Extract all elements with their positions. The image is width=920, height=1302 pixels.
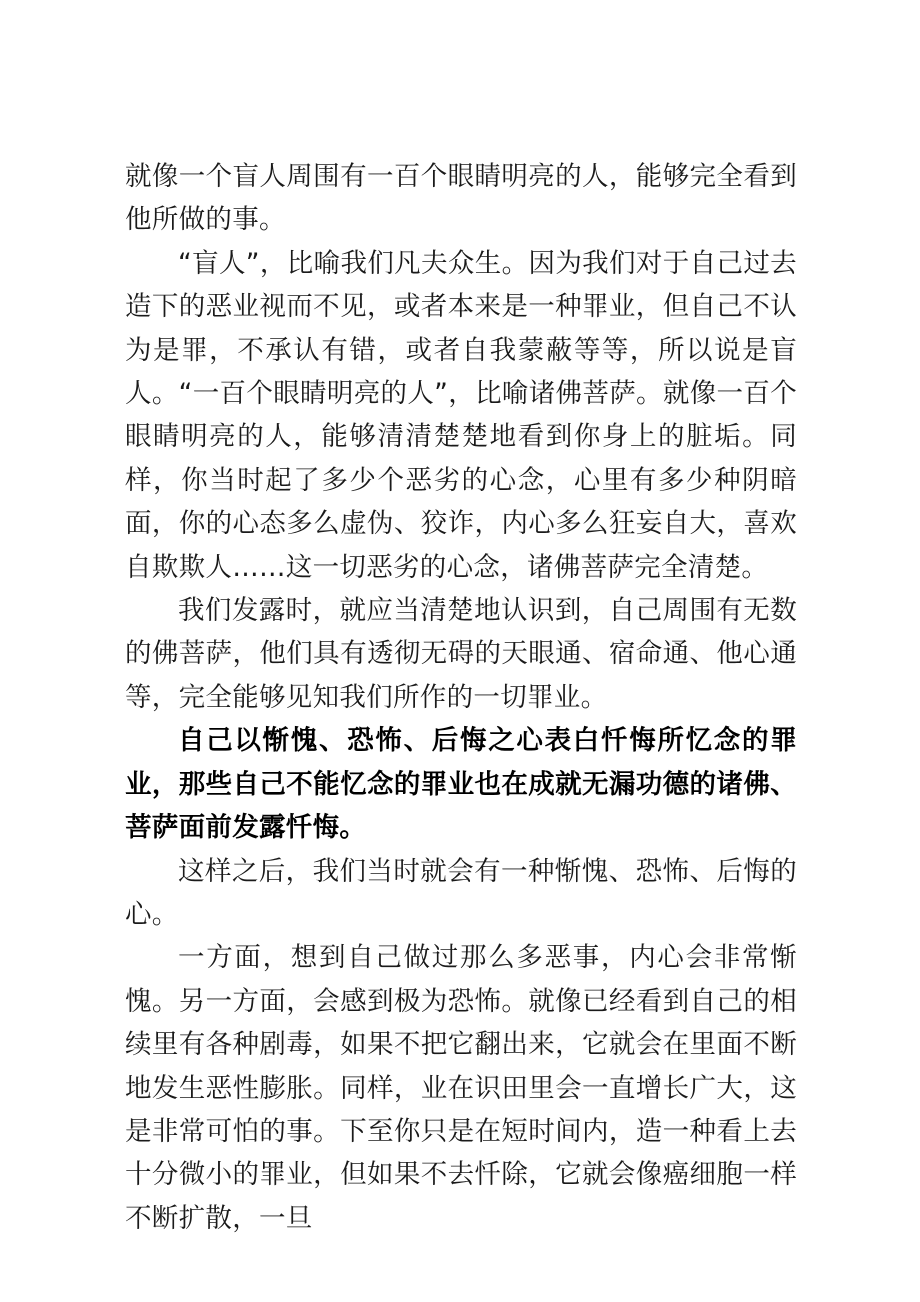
paragraph-after-confession: 这样之后，我们当时就会有一种惭愧、恐怖、后悔的心。	[125, 855, 797, 930]
paragraph-root-text-bold: 自己以惭愧、恐怖、后悔之心表白忏悔所忆念的罪业，那些自己不能忆念的罪业也在成就无漏功德的诸佛、菩萨面前发露忏悔。	[125, 725, 797, 844]
document-page	[125, 155, 797, 1240]
paragraph-remorse-fear: 一方面，想到自己做过那么多恶事，内心会非常惭愧。另一方面，会感到极为恐怖。就像已经看到自己的相续里有各种剧毒，如果不把它翻出来，它就会在里面不断地发生恶性膨胀。同样，业在识田里会一直增长广大，这是非常可怕的事。下至你只是在短时间内，造一种看上去十分微小的罪业，但如果不去忏除，它就会像癌细胞一样不断扩散，一旦	[125, 942, 797, 1234]
paragraph-confession-awareness: 我们发露时，就应当清楚地认识到，自己周围有无数的佛菩萨，他们具有透彻无碍的天眼通、宿命通、他心通等，完全能够见知我们所作的一切罪业。	[125, 595, 797, 713]
paragraph-blind-man-explanation: “盲人”，比喻我们凡夫众生。因为我们对于自己过去造下的恶业视而不见，或者本来是一种罪业，但自己不认为是罪，不承认有错，或者自我蒙蔽等等，所以说是盲人。“一百个眼睛明亮的人”，比喻诸佛菩萨。就像一百个眼睛明亮的人，能够清清楚楚地看到你身上的脏垢。同样，你当时起了多少个恶劣的心念，心里有多少种阴暗面，你的心态多么虚伪、狡诈，内心多么狂妄自大，喜欢自欺欺人……这一切恶劣的心念，诸佛菩萨完全清楚。	[125, 247, 797, 583]
paragraph-blind-man-analogy: 就像一个盲人周围有一百个眼睛明亮的人，能够完全看到他所做的事。	[125, 161, 797, 236]
